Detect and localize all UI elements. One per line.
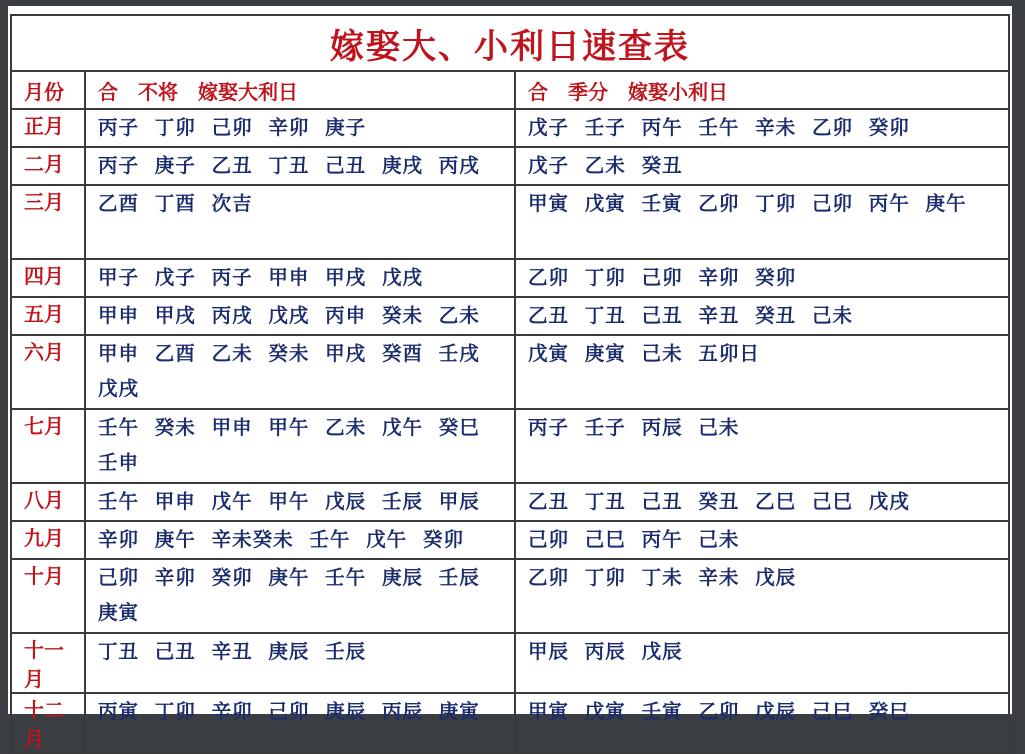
header-small-days: 合 季分 嫁娶小利日 <box>515 71 1009 109</box>
month-cell: 四月 <box>11 259 85 297</box>
small-days-cell: 戊子 壬子 丙午 壬午 辛未 乙卯 癸卯 <box>515 109 1009 147</box>
small-days-cell: 乙卯 丁卯 丁未 辛未 戊辰 <box>515 559 1009 633</box>
month-cell: 正月 <box>11 109 85 147</box>
month-cell: 九月 <box>11 521 85 559</box>
table-row <box>11 693 1009 753</box>
table-row <box>11 521 1009 559</box>
month-cell: 十月 <box>11 559 85 633</box>
table-row <box>11 633 1009 693</box>
small-days-cell: 甲辰 丙辰 戊辰 <box>515 633 1009 693</box>
small-days-cell: 甲寅 戊寅 壬寅 乙卯 戊辰 己巳 癸巳 <box>515 693 1009 753</box>
table-row <box>11 409 1009 483</box>
month-cell: 二月 <box>11 147 85 185</box>
header-month: 月份 <box>11 71 85 109</box>
month-cell: 六月 <box>11 335 85 409</box>
table-row <box>11 483 1009 521</box>
big-days-cell: 壬午 癸未 甲申 甲午 乙未 戊午 癸巳 壬申 <box>85 409 515 483</box>
big-days-cell: 辛卯 庚午 辛未癸未 壬午 戊午 癸卯 <box>85 521 515 559</box>
big-days-cell: 丁丑 己丑 辛丑 庚辰 壬辰 <box>85 633 515 693</box>
big-days-cell: 甲申 甲戌 丙戌 戊戌 丙申 癸未 乙未 <box>85 297 515 335</box>
table-row <box>11 109 1009 147</box>
big-days-cell: 甲申 乙酉 乙未 癸未 甲戌 癸酉 壬戌 戊戌 <box>85 335 515 409</box>
table-row <box>11 259 1009 297</box>
big-days-cell: 丙寅 丁卯 辛卯 己卯 庚辰 丙辰 庚寅 <box>85 693 515 753</box>
table-row <box>11 335 1009 409</box>
header-big-days: 合 不将 嫁娶大利日 <box>85 71 515 109</box>
big-days-cell: 甲子 戊子 丙子 甲申 甲戌 戊戌 <box>85 259 515 297</box>
header-row <box>11 71 1009 109</box>
big-days-cell: 乙酉 丁酉 次吉 <box>85 185 515 259</box>
big-days-cell: 丙子 庚子 乙丑 丁丑 己丑 庚戌 丙戌 <box>85 147 515 185</box>
month-cell: 五月 <box>11 297 85 335</box>
month-cell: 三月 <box>11 185 85 259</box>
title-row <box>11 15 1009 71</box>
table-row <box>11 147 1009 185</box>
small-days-cell: 己卯 己巳 丙午 己未 <box>515 521 1009 559</box>
small-days-cell: 乙丑 丁丑 己丑 癸丑 乙巳 己巳 戊戌 <box>515 483 1009 521</box>
page-title: 嫁娶大、小利日速查表 <box>11 15 1009 71</box>
small-days-cell: 丙子 壬子 丙辰 己未 <box>515 409 1009 483</box>
small-days-cell: 乙丑 丁丑 己丑 辛丑 癸丑 己未 <box>515 297 1009 335</box>
big-days-cell: 壬午 甲申 戊午 甲午 戊辰 壬辰 甲辰 <box>85 483 515 521</box>
month-cell: 十一月 <box>11 633 85 693</box>
table-row <box>11 559 1009 633</box>
small-days-cell: 戊寅 庚寅 己未 五卯日 <box>515 335 1009 409</box>
big-days-cell: 丙子 丁卯 己卯 辛卯 庚子 <box>85 109 515 147</box>
month-cell: 八月 <box>11 483 85 521</box>
big-days-cell: 己卯 辛卯 癸卯 庚午 壬午 庚辰 壬辰 庚寅 <box>85 559 515 633</box>
lookup-table <box>10 14 1010 754</box>
document-sheet <box>8 6 1012 751</box>
small-days-cell: 戊子 乙未 癸丑 <box>515 147 1009 185</box>
small-days-cell: 乙卯 丁卯 己卯 辛卯 癸卯 <box>515 259 1009 297</box>
table-row <box>11 185 1009 259</box>
month-cell: 七月 <box>11 409 85 483</box>
month-cell: 十二月 <box>11 693 85 753</box>
small-days-cell: 甲寅 戊寅 壬寅 乙卯 丁卯 己卯 丙午 庚午 <box>515 185 1009 259</box>
table-row <box>11 297 1009 335</box>
